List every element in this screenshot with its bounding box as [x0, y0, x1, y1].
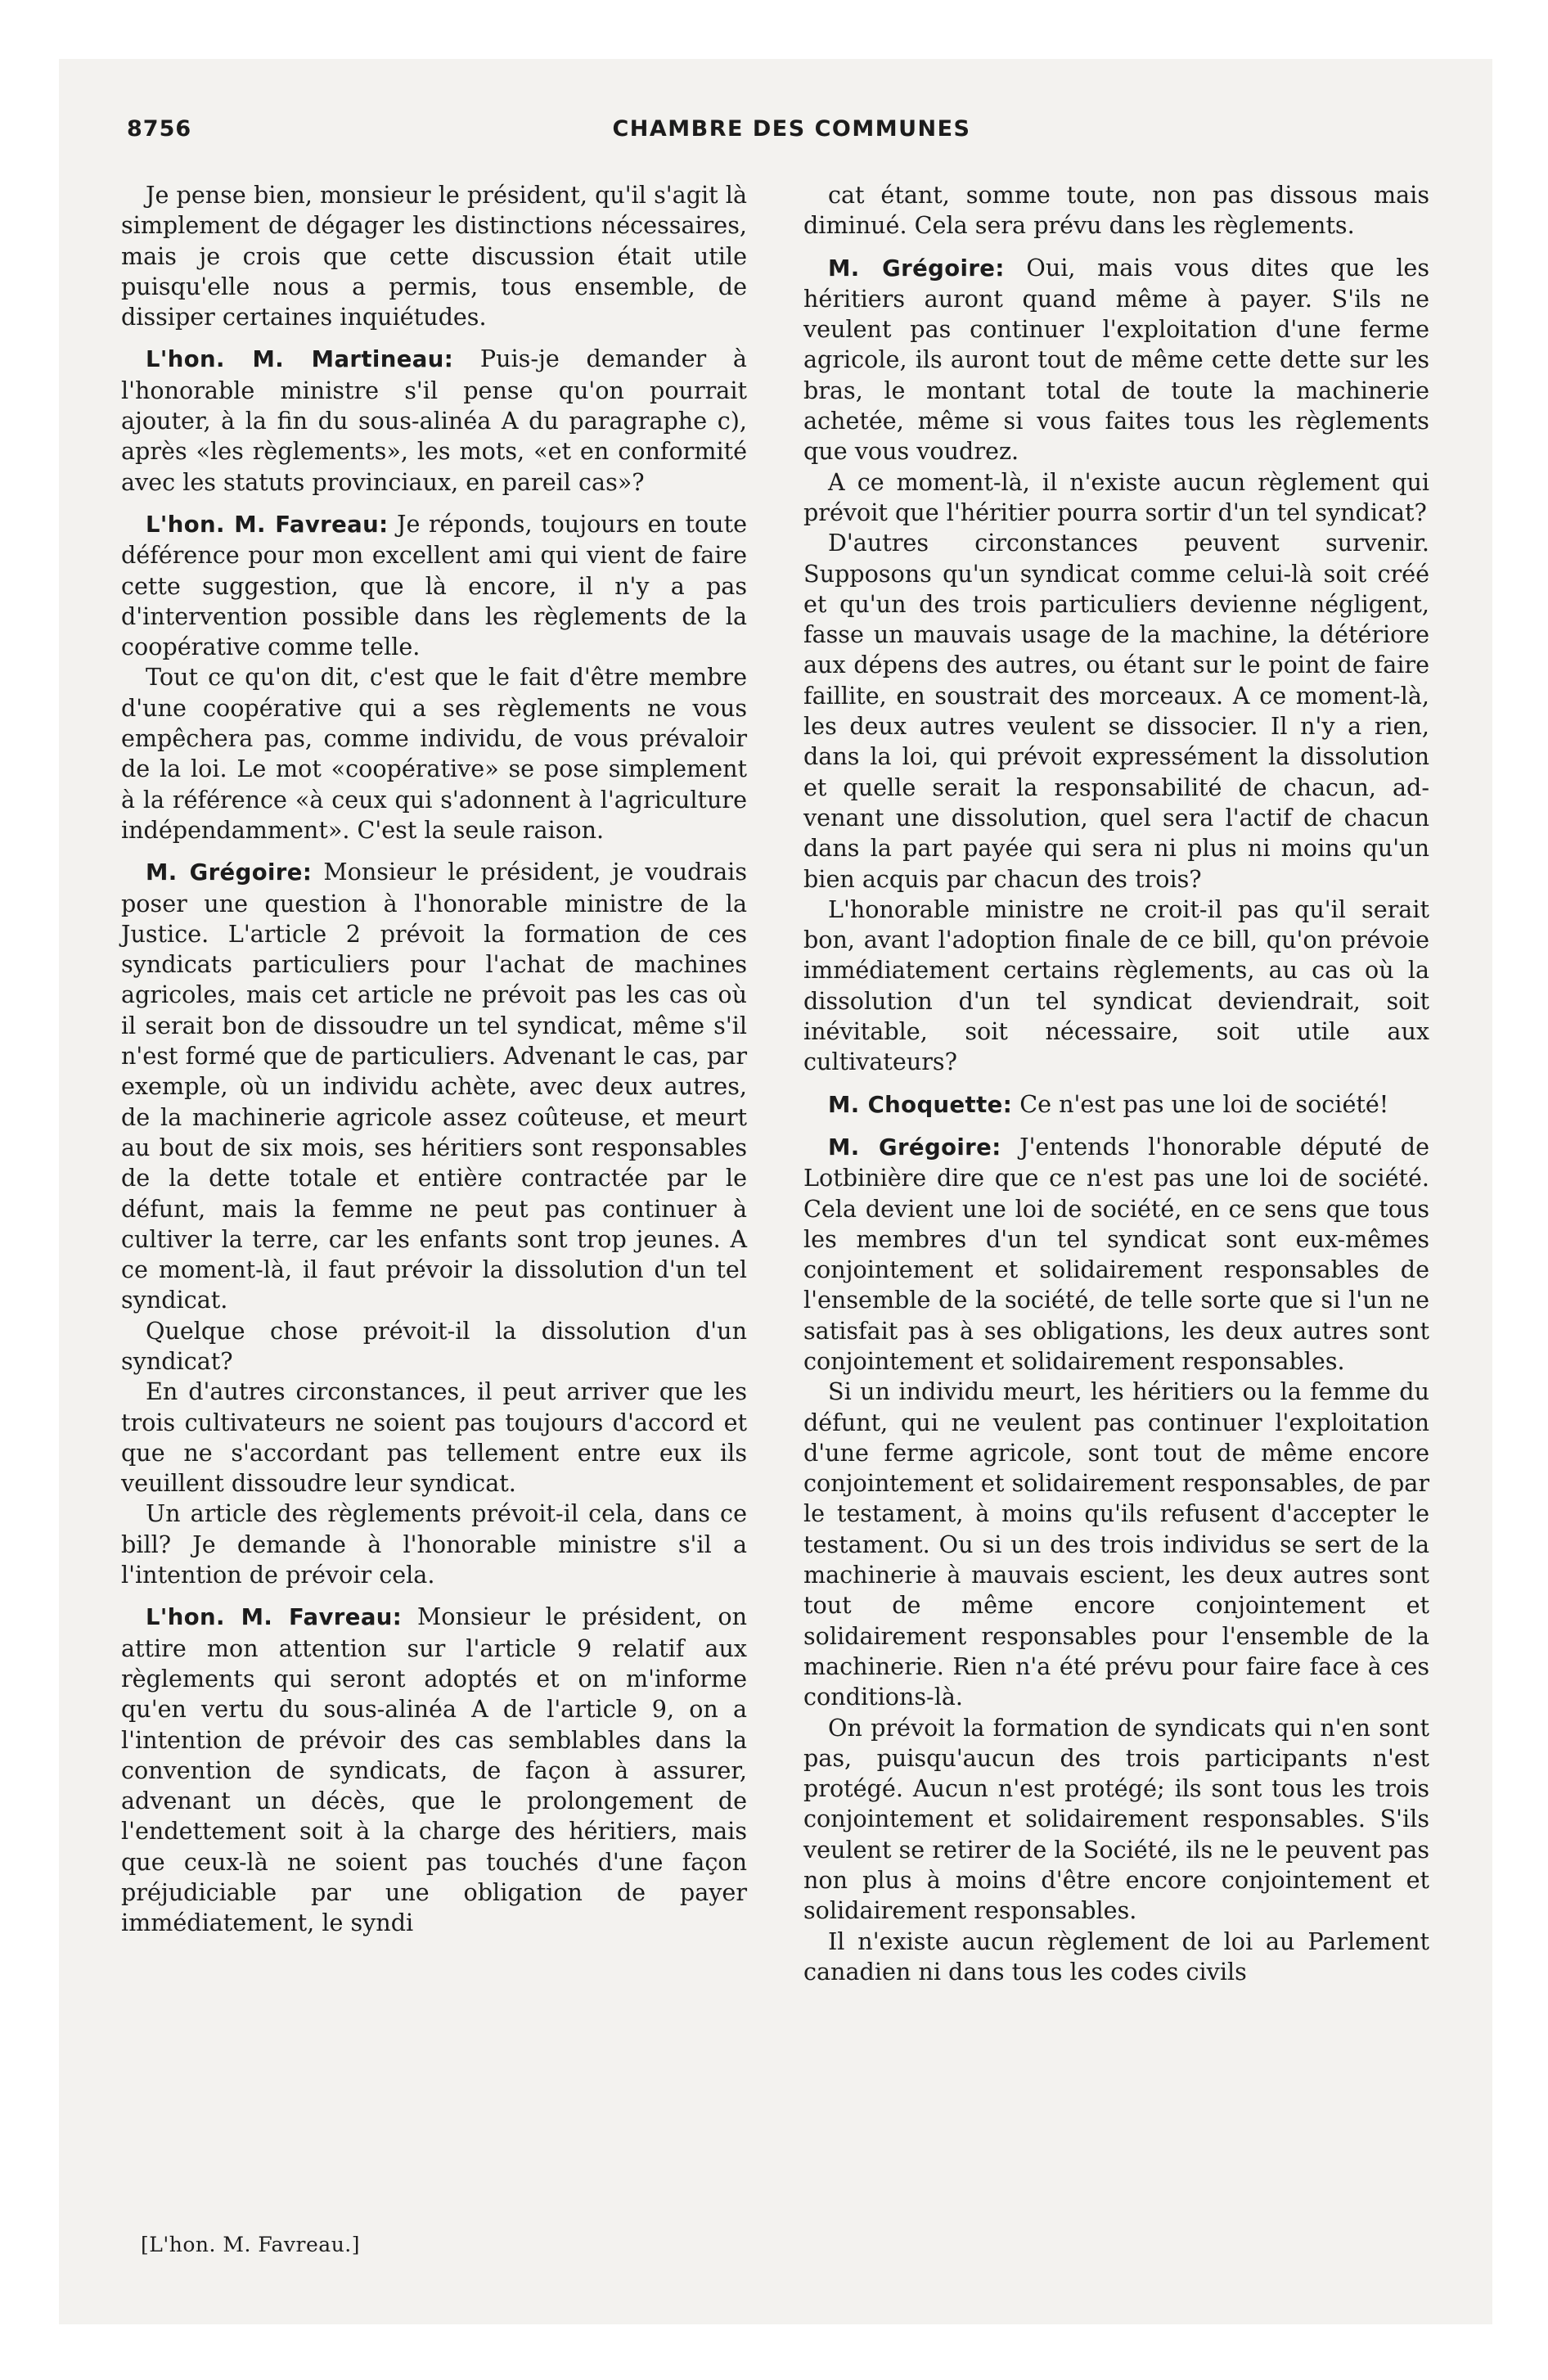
paragraph: [121, 1377, 747, 1499]
paragraph: [803, 1089, 1429, 1120]
paragraph: [121, 1499, 747, 1590]
speaker-name: M. Grégoire:: [828, 1134, 1001, 1161]
paragraph-text: En d'autres circonstances, il peut arriver que les trois cultivateurs ne soient pas toujours d'accord et que ne s'accordant pas tellement entre eux ils veuillent dissoudre leur syndicat.: [121, 1377, 747, 1498]
speaker-name: M. Grégoire:: [146, 859, 313, 886]
left-column: [121, 180, 747, 1939]
paragraph: [121, 662, 747, 845]
paragraph: [121, 180, 747, 332]
speaker-name: M. Choquette:: [828, 1091, 1013, 1118]
speaker-name: L'hon. M. Favreau:: [146, 511, 389, 538]
running-title: CHAMBRE DES COMMUNES: [612, 116, 971, 142]
paragraph: [803, 895, 1429, 1078]
paragraph: [803, 253, 1429, 467]
paragraph-text: Il n'existe aucun règlement de loi au Parlement canadien ni dans tous les codes civils: [803, 1927, 1429, 1986]
paragraph: [803, 528, 1429, 895]
paragraph: [121, 857, 747, 1315]
paragraph-text: Monsieur le président, je voudrais poser une question à l'honorable ministre de la Justice. L'article 2 prévoit la formation de ces syndicats particuliers pour l'achat de machines agricoles, mais cet article ne prévoit pas les cas où il serait bon de dissoudre un tel syndicat, même s'il n'est formé que de particuliers. Advenant le cas, par exemple, où un individu achète, avec deux autres, de la machinerie agricole assez coûteuse, et meurt au bout de six mois, ses héritiers sont responsables de la dette totale et entière contractée par le défunt, mais la femme ne peut pas continuer à cultiver la terre, car les enfants sont trop jeunes. A ce moment-là, il faut prévoir la dissolution d'un tel syndicat.: [121, 858, 747, 1314]
right-column: [803, 180, 1429, 1987]
speaker-name: M. Grégoire:: [828, 255, 1005, 282]
paragraph-text: Quelque chose prévoit-il la dissolution d'un syndicat?: [121, 1316, 747, 1375]
paragraph: [121, 344, 747, 497]
paragraph-text: Je réponds, toujours en toute déférence pour mon excellent ami qui vient de faire cette suggestion, que là encore, il n'y a pas d'intervention possible dans les règlements de la coopérative comme telle.: [121, 509, 747, 661]
paragraph: [803, 1713, 1429, 1927]
paragraph: [803, 1927, 1429, 1988]
paragraph-text: A ce moment-là, il n'existe aucun règlement qui prévoit que l'héritier pourra sortir d'un tel syndicat?: [803, 467, 1429, 526]
paragraph-text: L'honorable ministre ne croit-il pas qu'il serait bon, avant l'adoption finale de ce bill, qu'on prévoie immédiatement certains règlements, au cas où la dissolution d'un tel syndicat deviendrait, soit inévitable, soit nécessaire, soit utile aux cultivateurs?: [803, 895, 1429, 1076]
paragraph: [121, 1602, 747, 1938]
paragraph: [803, 1132, 1429, 1377]
paragraph-text: Monsieur le président, on attire mon attention sur l'article 9 relatif aux règlements qui seront adoptés et on m'informe qu'en vertu du sous-alinéa A de l'article 9, on a l'intention de prévoir des cas semblables dans la convention de syndicats, de façon à assurer, advenant un décès, que le prolongement de l'endettement soit à la charge des héritiers, mais que ceux-là ne soient pas touchés d'une façon préjudiciable par une obligation de payer immédiatement, le syndi: [121, 1602, 747, 1937]
speaker-name: L'hon. M. Favreau:: [146, 1604, 403, 1631]
paragraph-text: Tout ce qu'on dit, c'est que le fait d'être membre d'une coopérative qui a ses règlements ne vous empêchera pas, comme individu, de vous prévaloir de la loi. Le mot «coopérative» se pose simplement à la référence «à ceux qui s'adonnent à l'agriculture indépendamment». C'est la seule raison.: [121, 663, 747, 844]
speaker-name: L'hon. M. Martineau:: [146, 346, 454, 373]
paragraph: [803, 1377, 1429, 1712]
paragraph: [803, 180, 1429, 241]
paragraph-text: J'entends l'honorable député de Lotbinière dire que ce n'est pas une loi de société. Cela devient une loi de société, en ce sens que tous les membres d'un tel syndicat sont eux-mêmes conjointement et solidairement responsables de l'ensemble de la société, de telle sorte que si l'un ne satisfait pas à ses obligations, les deux autres sont conjointement et solidairement responsables.: [803, 1132, 1430, 1375]
paragraph-text: cat étant, somme toute, non pas dissous mais diminué. Cela sera prévu dans les règlements.: [803, 181, 1429, 240]
paragraph: [121, 509, 747, 662]
page-number: 8756: [127, 116, 192, 142]
footer-speaker-reference: [L'hon. M. Favreau.]: [141, 2233, 360, 2256]
paragraph-text: Un article des règlements prévoit-il cela, dans ce bill? Je demande à l'honorable ministre s'il a l'intention de prévoir cela.: [121, 1499, 747, 1589]
paragraph: [803, 467, 1429, 529]
paragraph-text: Oui, mais vous dites que les héritiers auront quand même à payer. S'ils ne veulent pas continuer l'exploitation d'une ferme agricole, ils auront tout de même cette dette sur les bras, le montant total de toute la machinerie achetée, même si vous faites tous les règlements que vous voudrez.: [803, 253, 1429, 466]
paragraph-text: Je pense bien, monsieur le président, qu'il s'agit là simplement de dégager les distinctions nécessaires, mais je crois que cette discussion était utile puisqu'elle nous a permis, tous ensemble, de dissiper certaines inquiétudes.: [121, 181, 747, 331]
paragraph-text: D'autres circonstances peuvent survenir. Supposons qu'un syndicat comme celui-là soit créé et qu'un des trois particuliers devienne négligent, fasse un mauvais usage de la machine, la détériore aux dépens des autres, ou étant sur le point de faire faillite, en soustrait des morceaux. A ce moment-là, les deux autres veulent se dissocier. Il n'y a rien, dans la loi, qui prévoit expressément la dissolution et quelle serait la responsabilité de chacun, advenant une dissolution, quel sera l'actif de chacun dans la part payée qui sera ni plus ni moins qu'un bien acquis par chacun des trois?: [803, 529, 1429, 893]
page-header: [127, 116, 1456, 149]
paragraph-text: Si un individu meurt, les héritiers ou la femme du défunt, qui ne veulent pas continuer l'exploitation d'une ferme agricole, sont tout de même encore conjointement et solidairement responsables, de par le testament, à moins qu'ils refusent d'accepter le testament. Ou si un des trois individus se sert de la machinerie à mauvais escient, les deux autres sont tout de même encore conjointement et solidairement responsables pour l'ensemble de la machinerie. Rien n'a été prévu pour faire face à ces conditions-là.: [803, 1377, 1429, 1711]
paragraph-text: On prévoit la formation de syndicats qui n'en sont pas, puisqu'aucun des trois participants n'est protégé. Aucun n'est protégé; ils sont tous les trois conjointement et solidairement responsables. S'ils veulent se retirer de la Société, ils ne le peuvent pas non plus à moins d'être encore conjointement et solidairement responsables.: [803, 1713, 1429, 1925]
paragraph-text: Ce n'est pas une loi de société!: [1019, 1089, 1389, 1118]
paragraph: [121, 1316, 747, 1377]
paragraph-text: Puis-je demander à l'honorable ministre s'il pense qu'on pourrait ajouter, à la fin du sous-alinéa A du paragraphe c), après «les règlements», les mots, «et en conformité avec les statuts provinciaux, en pareil cas»?: [121, 345, 747, 496]
